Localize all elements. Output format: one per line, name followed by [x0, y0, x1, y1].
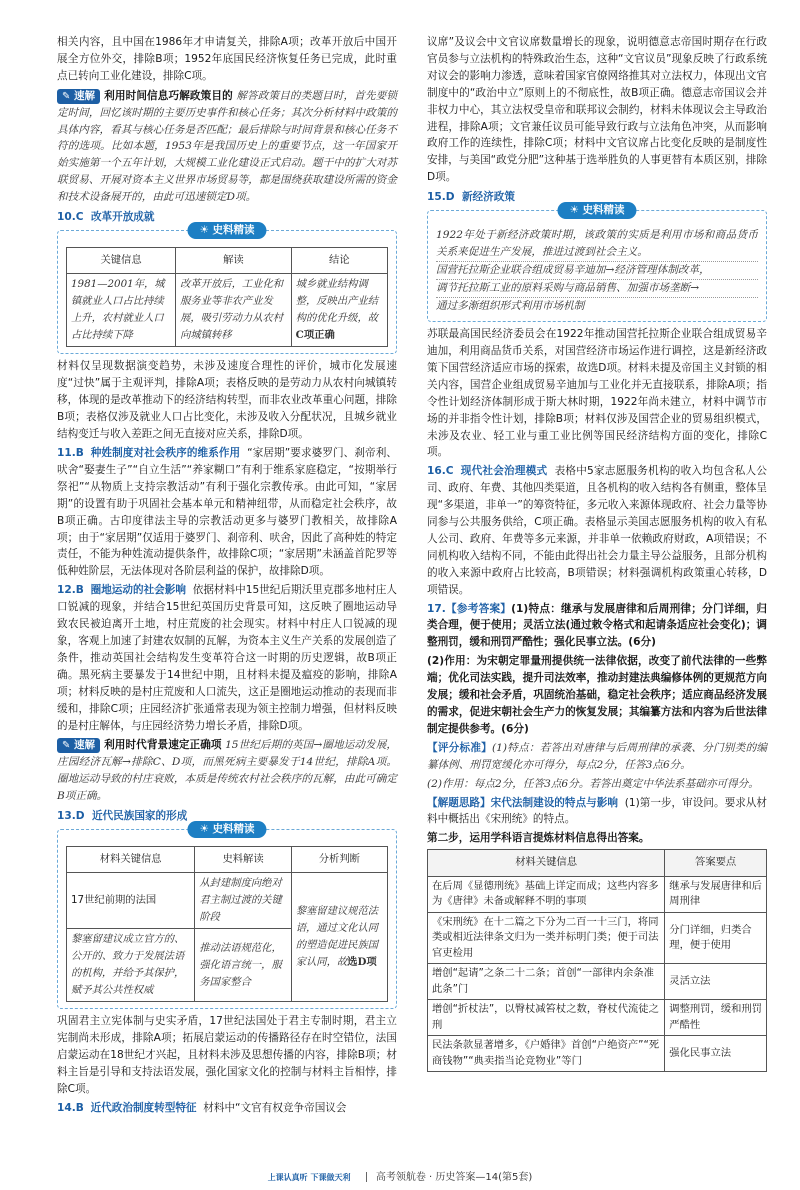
quick-solve-body: 15世纪后期的英国→圈地运动发展，庄园经济瓦解→排除C、D项，而黑死病主要暴发于14世纪，排除A项。圈地运动导致的村庄衰败，本质是传统农村社会秩序的瓦解，由此可确定B项正确。	[57, 739, 398, 803]
source-reading-tag: ☀ 史料精读	[557, 202, 636, 219]
handwritten-note: 1922年处于新经济政策时期，该政策的实质是利用市场和商品货币关系来促进生产发展，推进过渡到社会主义。	[436, 227, 758, 262]
table-cell: 增创“起请”之条二十二条；首创“一部律内余条准此条”门	[428, 964, 665, 1000]
lightbulb-icon: ☀	[199, 223, 209, 236]
quick-solve-title: 利用时间信息巧解政策目的	[104, 89, 233, 102]
table-cell: 17世纪前期的法国	[67, 873, 195, 929]
quick-solve-box-1	[57, 88, 397, 206]
table-header: 材料关键信息	[428, 850, 665, 877]
table-row	[428, 1000, 767, 1036]
question-10-heading: 10.C 改革开放成就	[57, 211, 155, 224]
table-cell: 1981—2001年，城镇就业人口占比持续上升，农村就业人口占比持续下降	[67, 274, 176, 347]
table-cell: 从封建制度向绝对君主制过渡的关键阶段	[195, 873, 291, 929]
table-cell: 强化民事立法	[665, 1036, 767, 1072]
table-row	[428, 964, 767, 1000]
table-cell: 改革开放后，工业化和服务业等非农产业发展，吸引劳动力从农村向城镇转移	[176, 274, 292, 347]
table-cell: 城乡就业结构调整，反映出产业结构的优化升级，故C项正确	[291, 274, 387, 347]
right-column	[427, 34, 767, 1072]
pen-icon: ✎	[62, 740, 71, 752]
solution-path: 【解题思路】宋代法制建设的特点与影响 (1)第一步，审设问。要求从材料中概括出《宋刑统》的特点。	[427, 796, 768, 826]
table-header: 史料解读	[195, 846, 291, 873]
handwritten-note: 调节托拉斯工业的原料采购与商品销售、加强市场垄断→	[436, 280, 758, 298]
table-cell: 继承与发展唐律和后周刑律	[665, 876, 767, 912]
question-17-answer-2: (2)作用：为宋朝定罪量刑提供统一法律依据，改变了前代法律的一些弊端；优化司法实践，提升司法效率，推动封建法典编修体例的更规范方向发展；缓和社会矛盾，巩固统治基础，稳定社会秩序；适应商品经济发展的需求，促进宋朝社会生产力的恢复发展；其编纂方法和内容为后世法律制定提供参考。(6分)	[427, 655, 767, 735]
handwritten-note: 通过多渐组织形式利用市场机制	[436, 300, 585, 313]
divider	[366, 1172, 367, 1182]
table-header: 答案要点	[665, 850, 767, 877]
table-cell: 调整刑罚，缓和刑罚严酷性	[665, 1000, 767, 1036]
lightbulb-icon: ☀	[199, 822, 209, 835]
source-reading-box-15	[427, 204, 767, 322]
table-row	[428, 912, 767, 964]
question-13-analysis: 巩固君主立宪体制与史实矛盾，17世纪法国处于君主专制时期，君主立宪制尚未形成，排除A项；拓展启蒙运动的传播路径存在时空错位，法国启蒙运动在18世纪才兴起，且材料未涉及思想传播的内容，排除B项；材料主旨是引导和支持法语发展，强化国家文化的控制与材料主旨相悖，排除C项。	[57, 1015, 397, 1096]
table-cell: 增创“折杖法”，以臀杖减笞杖之数，脊杖代流徒之刑	[428, 1000, 665, 1036]
quick-solve-tag: ✎ 速解	[57, 738, 100, 753]
source-table-10	[66, 247, 388, 348]
table-cell: 在后周《显德刑统》基础上详定而成；这些内容多为《唐律》未备或解释不明的事项	[428, 876, 665, 912]
source-reading-box-10	[57, 223, 397, 355]
question-15-analysis: 苏联最高国民经济委员会在1922年推动国营托拉斯企业联合组成贸易辛迪加，利用商品货币关系，对国营经济市场运作进行调控，这是新经济政策下国营经济适应市场的探索，故选D项。材料未提及帝国主义封锁的相关内容，国营企业组成贸易辛迪加与工业化并无直接联系，排除A项；指令性计划经济体制形成于斯大林时期，1922年尚未建立，材料中调节市场的并非指令性计划，排除B项；材料仅涉及国营企业的贸易组织模式，未涉及农业、轻工业与重工业比例等国民经济结构方面的变化，排除C项。	[427, 328, 767, 459]
table-header: 解读	[176, 247, 292, 274]
table-cell: 分门详细，归类合理，便于使用	[665, 912, 767, 964]
handwritten-note: 国营托拉斯企业联合组成贸易辛迪加→经济管理体制改革，	[436, 262, 758, 280]
solution-path-step-2: 第二步，运用学科语言提炼材料信息得出答案。	[427, 832, 650, 845]
page-footer: 上课认真听 下课做天利 高考领航卷 · 历史答案—14(第5套)	[267, 1172, 533, 1183]
table-header: 结论	[291, 247, 387, 274]
question-17-answer-1: 17.【参考答案】(1)特点：继承与发展唐律和后周刑律；分门详细，归类合理，便于使用；灵活立法(通过敕令格式和起请条适应社会变化)；调整刑罚，缓和刑罚严酷性；强化民事立法。(6分)	[427, 602, 768, 649]
source-reading-tag: ☀ 史料精读	[187, 222, 266, 239]
question-14-block: 14.B 近代政治制度转型特征 材料中“文官有权竞争帝国议会	[57, 1101, 347, 1114]
source-reading-box-13	[57, 822, 397, 1010]
table-cell: 民法条款显著增多，《户婚律》首创“户绝资产”“死商钱物”“典卖指当论竞物业”等门	[428, 1036, 665, 1072]
quick-solve-body: 解答政策目的类题目时，首先要锁定时间，回忆该时期的主要历史事件和核心任务；其次分析材料中政策的具体内容，看其与核心任务是否匹配；最后排除与时间背景和核心任务不符的选项。比如本题，1953年是我国历史上的重要节点，这一年国家开始实施第一个五年计划，大规模工业化建设正式启动。题干中的扩大对苏联贸易、开展对资本主义世界市场贸易等，都是围绕获取建设所需的资金和技术设备展开的，由此可迅速锁定D项。	[57, 89, 398, 204]
table-cell: 黎塞留建议成立官方的、公开的、致力于发展法语的机构，并给予其保护，赋予其公共性权威	[67, 929, 195, 1002]
quick-solve-box-2	[57, 737, 397, 805]
question-15-heading: 15.D 新经济政策	[427, 191, 515, 204]
table-cell: 黎塞留建议规范法语，通过文化认同的塑造促进民族国家认同，故选D项	[291, 873, 387, 1002]
question-14-continued: 议席”及议会中文官议席数量增长的现象，说明德意志帝国时期存在行政官员参与立法机构的特殊政治生态，这种“文官议员”现象反映了行政系统对议会的影响力渗透，意味着国家官僚网络推其对立法权力，体现出文官制度中的“政治中立”原则上的不彻底性，故B项正确。德意志帝国议会并非权力中心，其立法权受皇帝和联邦议会制约，材料未体现议会主导政治进程，排除A项；文官兼任议员可能导致行政与立法角色冲突，从而影响政府工作的连续性，排除C项；材料中文官议席占比变化反映的是制度性安排，与美国“政党分肥”这种基于选举胜负的人事更替有本质区别，排除D项。	[427, 36, 767, 184]
scoring-standard: 【评分标准】(1)特点：若答出对唐律与后周刑律的承袭、分门别类的编纂体例、刑罚宽缓化亦可得分，每点2分，任答3点6分。	[427, 741, 767, 771]
scoring-standard-2: (2)作用：每点2分，任答3点6分。若答出奠定中华法系基础亦可得分。	[427, 777, 759, 790]
question-16-block: 16.C 现代社会治理模式 表格中5家志愿服务机构的收入均包含私人公司、政府、年费、其他四类渠道，且各机构的收入结构各有侧重，整体呈现“多渠道，非单一”的筹资特征，多元收入来源体现政府、社会力量等协同参与公共服务供给，C项正确。表格显示美国志愿服务机构的收入有私人公司、政府、年费等多元来源，并非单一依赖政府财政，A项错误；不同机构收入结构不同，不能由此得出社会力量主导公益服务，且部分机构的收入来源中政府占比较高，B项错误；材料强调机构政策重心转移，D项错误。	[427, 465, 767, 596]
table-cell: 《宋刑统》在十二篇之下分为二百一十三门，将同类或相近法律条文归为一类并标明门类；便于司法官吏检用	[428, 912, 665, 964]
source-reading-tag: ☀ 史料精读	[187, 821, 266, 838]
table-header: 材料关键信息	[67, 846, 195, 873]
question-12-block: 12.B 圈地运动的社会影响 依据材料中15世纪后期沃里克郡多地村庄人口锐减的现象，并结合15世纪英国历史背景可知，这反映了圈地运动导致农民被迫离开土地，村庄荒废的社会现实。材料中村庄人口锐减的现象，客观上加速了封建农奴制的瓦解，为资本主义生产关系的发展创造了条件，推动英国社会结构发生变革符合这一时期的历史逻辑，故B项正确。黑死病主要暴发于14世纪中期，且材料未提及瘟疫的影响，排除A项；材料反映的是村庄荒废和人口流失，这正是圈地运动推动的表现而非缓和，排除C项；庄园经济扩张通常表现为领主控制力增强，但材料反映的是村庄解体，与庄园经济势力增长矛盾，排除D项。	[57, 584, 397, 732]
footer-page-number: 历史答案—14(第5套)	[435, 1172, 533, 1183]
table-header: 关键信息	[67, 247, 176, 274]
pen-icon: ✎	[62, 90, 71, 102]
table-row	[428, 1036, 767, 1072]
table-cell: 灵活立法	[665, 964, 767, 1000]
question-13-heading: 13.D 近代民族国家的形成	[57, 810, 188, 823]
answer-points-table	[427, 849, 767, 1072]
intro-paragraph: 相关内容，且中国在1986年才申请复关，排除A项；改革开放后中国开展全方位外交，排除B项；1952年底国民经济恢复任务已完成，此时重点已转向工业化建设，排除C项。	[57, 36, 397, 82]
left-column	[57, 34, 397, 1119]
table-header: 分析判断	[291, 846, 387, 873]
question-11-block: 11.B 种姓制度对社会秩序的维系作用 “家居期”要求婆罗门、刹帝利、吠舍“娶妻生子”“自立生活”“养家糊口”有利于维系家庭稳定，“按期举行祭祀”“从物质上支持宗教活动”有利于强化宗教传承。由此可知，“家居期”的设置有助于巩固社会基本单元和精神纽带，从而稳定社会秩序，故B项正确。古印度律法主导的宗教活动更多与婆罗门教相关，故排除A项；由于“家居期”仅适用于婆罗门、刹帝利、吠舍，因此了高种姓的特定责任，不能为种姓流动提供条件，故排除C项；“家居期”未涵盖首陀罗等低种姓阶层，无法体现对各阶层利益的保护，故排除D项。	[57, 447, 397, 578]
question-10-analysis: 材料仅呈现数据演变趋势，未涉及速度合理性的评价，城市化发展速度“过快”属于主观评判，排除A项；表格反映的是劳动力从农村向城镇转移，体现的是改革推动下的经济结构转型，而非农业改革重心问题，排除B项；表格仅涉及就业人口占比变化，未涉及收入分配状况，且城乡就业结构变迁与收入差距之间无直接对应关系，排除D项。	[57, 360, 397, 441]
publisher-logo: 上课认真听 下课做天利	[267, 1172, 351, 1182]
lightbulb-icon: ☀	[569, 204, 579, 217]
table-cell: 推动法语规范化，强化语言统一，服务国家整合	[195, 929, 291, 1002]
quick-solve-tag: ✎ 速解	[57, 89, 100, 104]
source-table-13	[66, 846, 388, 1003]
quick-solve-title: 利用时代背景速定正确项	[104, 739, 222, 752]
footer-title: 高考领航卷	[375, 1172, 426, 1183]
table-row	[428, 876, 767, 912]
